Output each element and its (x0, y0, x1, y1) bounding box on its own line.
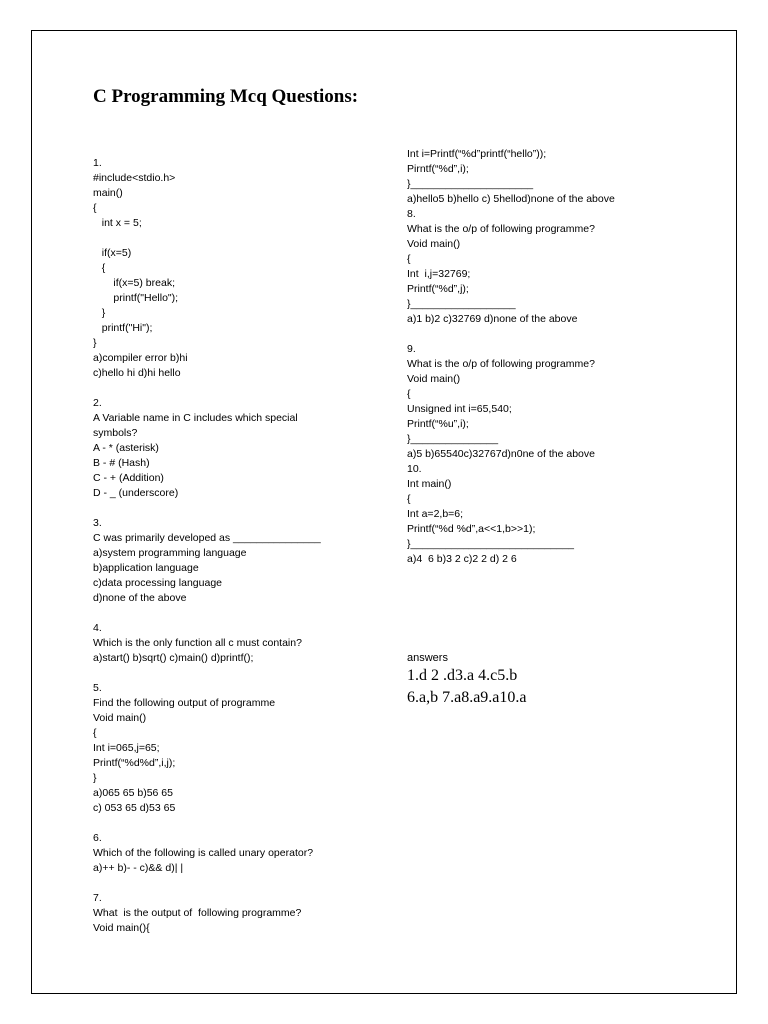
blank-line (93, 501, 383, 516)
text-line: a)start() b)sqrt() c)main() d)printf(); (93, 652, 254, 664)
left-column (93, 156, 383, 936)
text-line: Which is the only function all c must contain? (93, 637, 302, 649)
text-line: }____________________________ (407, 538, 575, 550)
blank-line (93, 876, 383, 891)
text-line: Pirntf(“%d”,i); (407, 163, 469, 175)
text-line: a)5 b)65540c)32767d)n0ne of the above (407, 448, 595, 460)
text-line: a)065 65 b)56 65 (93, 787, 173, 799)
text-line: C - + (Addition) (93, 472, 164, 484)
text-line: a)++ b)- - c)&& d)| | (93, 862, 184, 874)
text-line: Which of the following is called unary operator? (93, 847, 314, 859)
text-line: { (407, 388, 411, 400)
text-line: }__________________ (407, 298, 516, 310)
text-line: if(x=5) break; (93, 277, 175, 289)
text-line: Printf(“%d %d”,a<<1,b>>1); (407, 523, 536, 535)
text-line: { (93, 262, 106, 274)
text-line: 9. (407, 343, 416, 355)
text-line: { (93, 202, 97, 214)
text-line: Int i=Printf(“%d”printf(“hello”)); (407, 148, 547, 160)
text-line: Int a=2,b=6; (407, 508, 464, 520)
text-line: Void main(){ (93, 922, 150, 934)
text-line: { (407, 253, 411, 265)
text-line: Int i=065,j=65; (93, 742, 160, 754)
text-line: main() (93, 187, 123, 199)
text-line: B - # (Hash) (93, 457, 150, 469)
text-line: printf("Hello"); (93, 292, 179, 304)
blank-line (407, 327, 727, 342)
text-line: What is the o/p of following programme? (407, 223, 595, 235)
page-title: C Programming Mcq Questions: (93, 86, 359, 107)
answers-line-1: 1.d 2 .d3.a 4.c5.b (407, 667, 518, 684)
blank-line (93, 381, 383, 396)
text-line: 8. (407, 208, 416, 220)
text-line: d)none of the above (93, 592, 187, 604)
text-line: a)hello5 b)hello c) 5hellod)none of the above (407, 193, 615, 205)
text-line: 10. (407, 463, 422, 475)
text-line: a)4 6 b)3 2 c)2 2 d) 2 6 (407, 553, 517, 565)
text-line: Void main() (407, 373, 461, 385)
text-line: } (93, 772, 97, 784)
text-line: { (407, 493, 411, 505)
text-line: c) 053 65 d)53 65 (93, 802, 176, 814)
answers-line-2: 6.a,b 7.a8.a9.a10.a (407, 689, 527, 706)
text-line: Void main() (93, 712, 147, 724)
text-line: Void main() (407, 238, 461, 250)
blank-line (93, 666, 383, 681)
text-line: }_____________________ (407, 178, 534, 190)
right-column (407, 147, 727, 567)
text-line: Find the following output of programme (93, 697, 276, 709)
text-line: symbols? (93, 427, 138, 439)
text-line: 2. (93, 397, 102, 409)
text-line: 4. (93, 622, 102, 634)
text-line: } (93, 307, 106, 319)
text-line: 1. (93, 157, 102, 169)
text-line: b)application language (93, 562, 199, 574)
text-line: c)data processing language (93, 577, 223, 589)
text-line: Int main() (407, 478, 452, 490)
text-line: Unsigned int i=65,540; (407, 403, 512, 415)
text-line: What is the output of following programme? (93, 907, 302, 919)
text-line: a)1 b)2 c)32769 d)none of the above (407, 313, 578, 325)
blank-line (93, 606, 383, 621)
text-line: C was primarily developed as _______________ (93, 532, 321, 544)
text-line: { (93, 727, 97, 739)
text-line: 3. (93, 517, 102, 529)
text-line: #include<stdio.h> (93, 172, 176, 184)
text-line: What is the o/p of following programme? (407, 358, 595, 370)
text-line: Printf(“%d”,j); (407, 283, 469, 295)
text-line: c)hello hi d)hi hello (93, 367, 181, 379)
blank-line (93, 231, 383, 246)
text-line: Printf(“%u”,i); (407, 418, 469, 430)
answers-label: answers (407, 652, 448, 664)
text-line: }_______________ (407, 433, 499, 445)
text-line: int x = 5; (93, 217, 142, 229)
text-line: A - * (asterisk) (93, 442, 159, 454)
text-line: a)compiler error b)hi (93, 352, 188, 364)
text-line: 6. (93, 832, 102, 844)
text-line: printf("Hi"); (93, 322, 153, 334)
text-line: if(x=5) (93, 247, 132, 259)
text-line: 7. (93, 892, 102, 904)
text-line: 5. (93, 682, 102, 694)
text-line: Int i,j=32769; (407, 268, 471, 280)
text-line: Printf(“%d%d”,i,j); (93, 757, 176, 769)
text-line: } (93, 337, 97, 349)
text-line: a)system programming language (93, 547, 247, 559)
blank-line (93, 816, 383, 831)
text-line: D - _ (underscore) (93, 487, 179, 499)
text-line: A Variable name in C includes which special (93, 412, 298, 424)
